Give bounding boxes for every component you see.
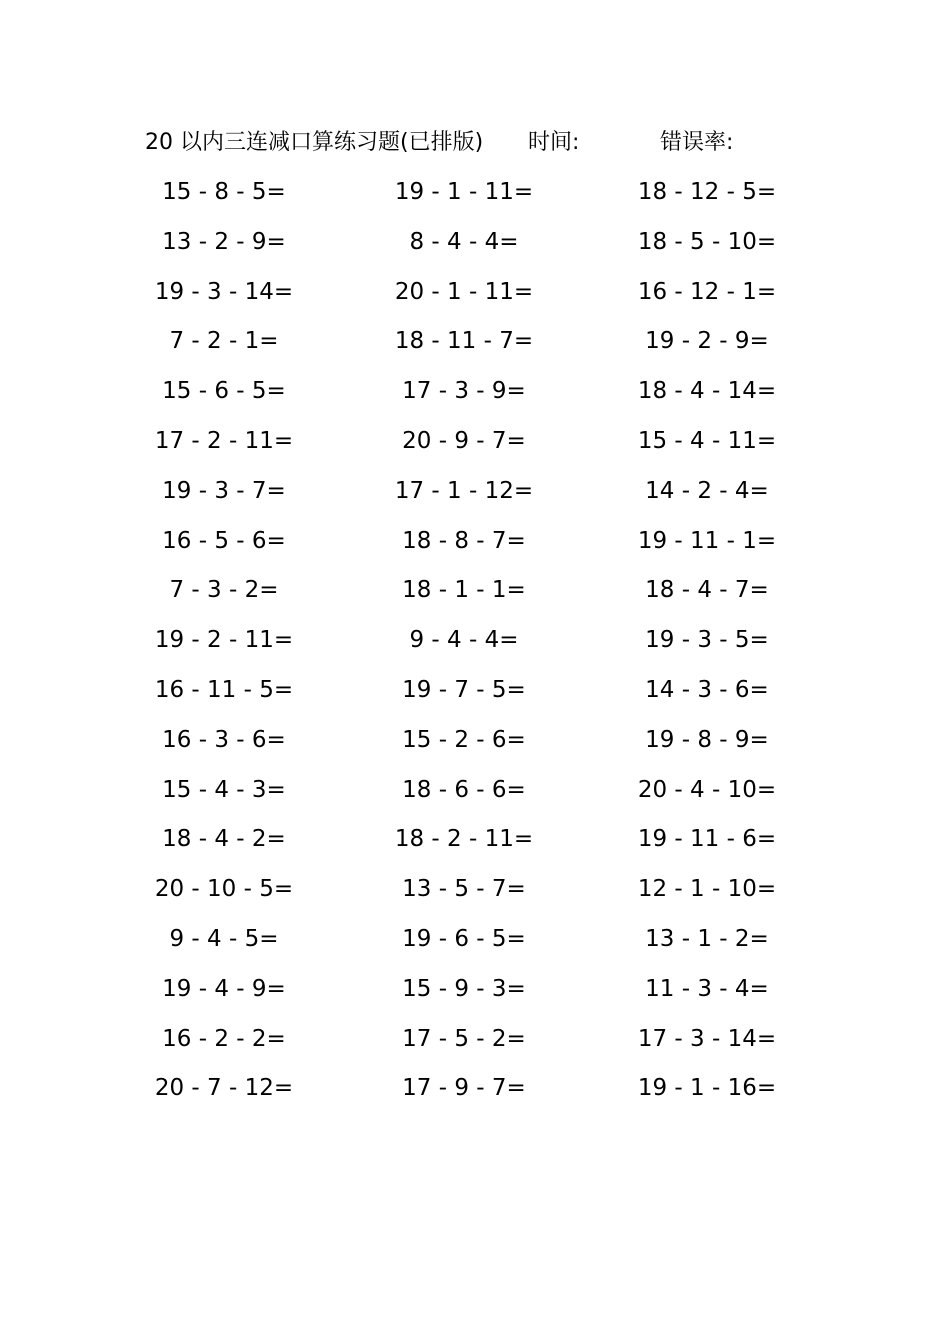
- problem-item: 19 - 7 - 5=: [402, 676, 526, 703]
- problem-row: [0, 371, 950, 421]
- problem-row: [0, 272, 950, 322]
- problem-item: 20 - 1 - 11=: [394, 278, 534, 305]
- problem-row: [0, 172, 950, 222]
- problem-item: 20 - 4 - 10=: [637, 776, 777, 803]
- problem-item: 13 - 5 - 7=: [402, 876, 526, 903]
- problem-row: [0, 670, 950, 720]
- problem-item: 12 - 1 - 10=: [637, 876, 777, 903]
- problem-item: 20 - 7 - 12=: [154, 1075, 294, 1102]
- problem-grid: [0, 172, 950, 1118]
- problem-item: 17 - 3 - 14=: [637, 1025, 777, 1052]
- error-rate-label: 错误率:: [660, 130, 734, 155]
- problem-item: 18 - 6 - 6=: [402, 776, 526, 803]
- problem-item: 17 - 1 - 12=: [394, 477, 534, 504]
- problem-item: 19 - 1 - 16=: [637, 1075, 777, 1102]
- problem-item: 9 - 4 - 5=: [169, 925, 279, 952]
- problem-item: 19 - 11 - 1=: [637, 527, 777, 554]
- worksheet-header: [145, 126, 845, 160]
- problem-row: [0, 1068, 950, 1118]
- problem-row: [0, 969, 950, 1019]
- problem-item: 13 - 1 - 2=: [645, 925, 769, 952]
- problem-item: 17 - 2 - 11=: [154, 427, 294, 454]
- problem-item: 19 - 2 - 11=: [154, 627, 294, 654]
- problem-item: 15 - 4 - 3=: [162, 776, 286, 803]
- problem-item: 18 - 11 - 7=: [394, 328, 534, 355]
- problem-item: 18 - 12 - 5=: [637, 179, 777, 205]
- problem-item: 19 - 11 - 6=: [637, 826, 777, 853]
- problem-item: 14 - 3 - 6=: [645, 676, 769, 703]
- problem-item: 19 - 6 - 5=: [402, 925, 526, 952]
- problem-item: 16 - 5 - 6=: [162, 527, 286, 554]
- problem-row: [0, 869, 950, 919]
- problem-item: 18 - 2 - 11=: [394, 826, 534, 853]
- problem-item: 18 - 8 - 7=: [402, 527, 526, 554]
- problem-item: 16 - 12 - 1=: [637, 278, 777, 305]
- problem-row: [0, 819, 950, 869]
- problem-item: 14 - 2 - 4=: [645, 477, 769, 504]
- problem-row: [0, 570, 950, 620]
- problem-item: 16 - 2 - 2=: [162, 1025, 286, 1052]
- problem-item: 20 - 10 - 5=: [154, 876, 294, 903]
- problem-item: 15 - 6 - 5=: [162, 378, 286, 405]
- problem-item: 17 - 5 - 2=: [402, 1025, 526, 1052]
- problem-item: 15 - 2 - 6=: [402, 726, 526, 753]
- problem-row: [0, 471, 950, 521]
- problem-item: 19 - 3 - 5=: [645, 627, 769, 654]
- problem-item: 16 - 11 - 5=: [154, 676, 294, 703]
- problem-item: 19 - 3 - 7=: [162, 477, 286, 504]
- problem-item: 7 - 3 - 2=: [169, 577, 279, 604]
- problem-item: 18 - 5 - 10=: [637, 228, 777, 255]
- problem-item: 8 - 4 - 4=: [409, 228, 519, 255]
- problem-row: [0, 770, 950, 820]
- problem-item: 20 - 9 - 7=: [402, 427, 526, 454]
- problem-item: 18 - 4 - 2=: [162, 826, 286, 853]
- problem-item: 19 - 1 - 11=: [394, 179, 534, 205]
- problem-row: [0, 222, 950, 272]
- problem-row: [0, 1019, 950, 1069]
- problem-item: 15 - 8 - 5=: [162, 179, 286, 205]
- problem-row: [0, 321, 950, 371]
- problem-item: 18 - 4 - 14=: [637, 378, 777, 405]
- problem-item: 19 - 4 - 9=: [162, 975, 286, 1002]
- problem-item: 9 - 4 - 4=: [409, 627, 519, 654]
- problem-row: [0, 521, 950, 571]
- problem-item: 19 - 3 - 14=: [154, 278, 294, 305]
- problem-item: 15 - 9 - 3=: [402, 975, 526, 1002]
- problem-item: 17 - 3 - 9=: [402, 378, 526, 405]
- problem-item: 7 - 2 - 1=: [169, 328, 279, 355]
- problem-item: 13 - 2 - 9=: [162, 228, 286, 255]
- problem-item: 18 - 1 - 1=: [402, 577, 526, 604]
- problem-row: [0, 720, 950, 770]
- problem-item: 16 - 3 - 6=: [162, 726, 286, 753]
- problem-row: [0, 421, 950, 471]
- time-label: 时间:: [528, 130, 580, 155]
- problem-row: [0, 620, 950, 670]
- problem-item: 18 - 4 - 7=: [645, 577, 769, 604]
- problem-row: [0, 919, 950, 969]
- problem-item: 11 - 3 - 4=: [645, 975, 769, 1002]
- problem-item: 19 - 2 - 9=: [645, 328, 769, 355]
- worksheet-title: 20 以内三连减口算练习题(已排版): [145, 130, 484, 155]
- problem-item: 15 - 4 - 11=: [637, 427, 777, 454]
- problem-item: 19 - 8 - 9=: [645, 726, 769, 753]
- problem-item: 17 - 9 - 7=: [402, 1075, 526, 1102]
